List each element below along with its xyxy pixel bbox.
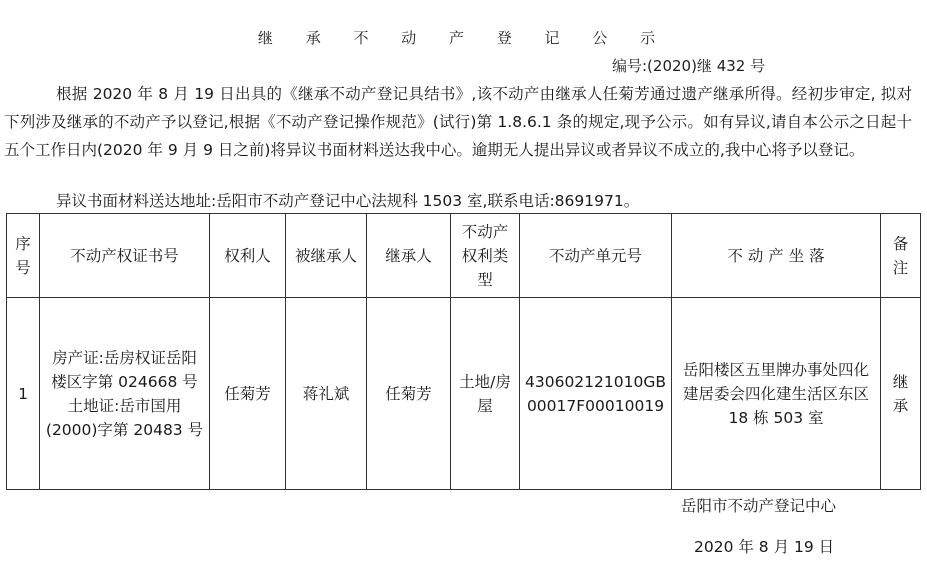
table-header-row	[7, 214, 921, 298]
header-remark: 备注	[881, 214, 921, 298]
publication-table	[6, 213, 921, 490]
cell-location: 岳阳楼区五里牌办事处四化建居委会四化建生活区东区 18 栋 503 室	[672, 298, 881, 490]
document-title: 继 承 不 动 产 登 记 公 示	[257, 29, 670, 47]
objection-address: 异议书面材料送达地址:岳阳市不动产登记中心法规科 1503 室,联系电话:8691971。	[56, 192, 640, 210]
cell-decedent: 蒋礼斌	[286, 298, 367, 490]
issuer-signature: 岳阳市不动产登记中心	[681, 497, 837, 515]
header-right-type: 不动产权利类型	[451, 214, 520, 298]
cell-unit-no: 430602121010GB00017F00010019	[520, 298, 672, 490]
header-cert: 不动产权证书号	[40, 214, 210, 298]
document-number: 编号:(2020)继 432 号	[612, 57, 766, 75]
header-heir: 继承人	[367, 214, 451, 298]
table-row	[7, 298, 921, 490]
header-holder: 权利人	[210, 214, 286, 298]
cell-remark: 继承	[881, 298, 921, 490]
cell-seq: 1	[7, 298, 40, 490]
header-seq: 序号	[7, 214, 40, 298]
header-unit-no: 不动产单元号	[520, 214, 672, 298]
cell-holder: 任菊芳	[210, 298, 286, 490]
issue-date: 2020 年 8 月 19 日	[694, 538, 835, 556]
header-location: 不 动 产 坐 落	[672, 214, 881, 298]
notice-body: 根据 2020 年 8 月 19 日出具的《继承不动产登记具结书》,该不动产由继承人任菊芳通过遗产继承所得。经初步审定, 拟对下列涉及继承的不动产予以登记,根据《不动产登记操作规范》(试行)第 1.8.6.1 条的规定,现予公示。如有异议,请自本公示之日起十五个工作日内(2020 年 9 月 9 日之前)将异议书面材料送达我中心。逾期无人提出异议或者异议不成立的,我中心将予以登记。	[4, 85, 912, 159]
cell-cert: 房产证:岳房权证岳阳楼区字第 024668 号土地证:岳市国用(2000)字第 20483 号	[40, 298, 210, 490]
cell-right-type: 土地/房屋	[451, 298, 520, 490]
header-decedent: 被继承人	[286, 214, 367, 298]
cell-heir: 任菊芳	[367, 298, 451, 490]
